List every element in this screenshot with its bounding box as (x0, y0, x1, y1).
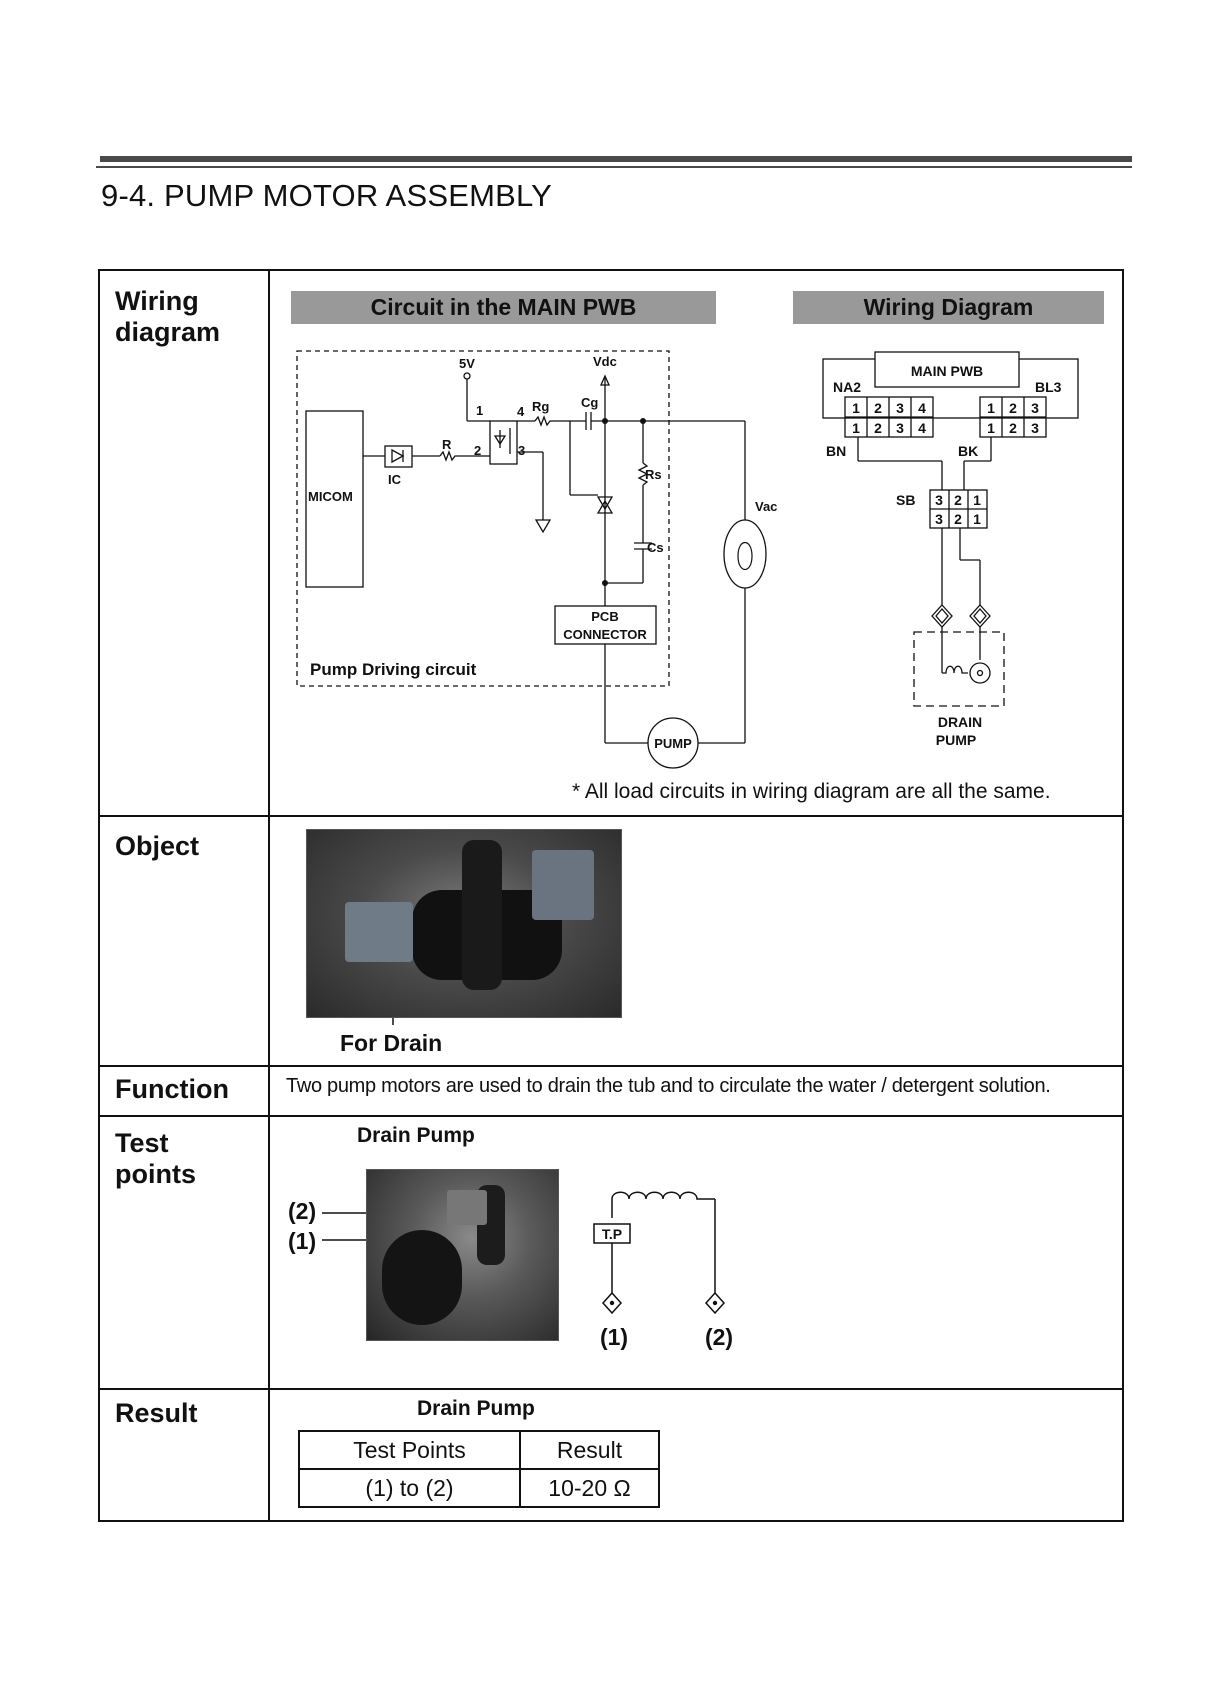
na2-pin: 4 (918, 420, 926, 436)
na2-pin: 2 (874, 400, 882, 416)
table-header-result: Result (520, 1431, 659, 1469)
label-vac: Vac (755, 499, 778, 514)
label-main-pwb: MAIN PWB (910, 363, 984, 379)
label-pin1: 1 (476, 403, 484, 418)
test-points-label: Test points (115, 1128, 196, 1189)
label-bl3: BL3 (1035, 379, 1062, 395)
table-header-test-points: Test Points (299, 1431, 520, 1469)
result-table (298, 1430, 660, 1508)
marker-2: (2) (288, 1198, 317, 1224)
label-pin3: 3 (518, 443, 526, 458)
result-subtitle: Drain Pump (417, 1397, 535, 1420)
sb-pin: 3 (935, 492, 943, 508)
na2-pin: 4 (918, 400, 926, 416)
page-title: 9-4. PUMP MOTOR ASSEMBLY (101, 178, 552, 213)
bl3-pin: 1 (987, 400, 995, 416)
object-label: Object (115, 831, 200, 861)
marker-1: (1) (288, 1228, 317, 1254)
sb-pin: 2 (954, 492, 962, 508)
label-pin4: 4 (517, 404, 525, 419)
wiring-diagram-label: Wiring diagram (115, 286, 221, 347)
label-bk: BK (958, 443, 979, 459)
label-sb: SB (896, 492, 916, 508)
sb-pin: 3 (935, 511, 943, 527)
label-bn: BN (826, 443, 847, 459)
function-text: Two pump motors are used to drain the tub and to circulate the water / detergent solution. (286, 1075, 1051, 1097)
label-tp: T.P (601, 1226, 623, 1242)
na2-pin: 3 (896, 420, 904, 436)
bl3-pin: 1 (987, 420, 995, 436)
label-pin2: 2 (474, 443, 482, 458)
bl3-pin: 2 (1009, 400, 1017, 416)
result-label: Result (115, 1398, 198, 1428)
test-points-photo (366, 1169, 559, 1341)
test-points-subtitle: Drain Pump (357, 1124, 475, 1147)
terminal-1: (1) (599, 1324, 629, 1350)
label-pump: PUMP (654, 736, 692, 751)
label-drain-pump: PUMP (935, 732, 977, 748)
wiring-note: * All load circuits in wiring diagram are all the same. (572, 780, 1051, 803)
drain-pump-photo (306, 829, 622, 1018)
label-pump-driving-circuit: Pump Driving circuit (310, 660, 477, 679)
label-na2: NA2 (833, 379, 862, 395)
label-ic: IC (388, 472, 401, 487)
terminal-2: (2) (704, 1324, 734, 1350)
label-r: R (442, 437, 452, 452)
label-micom: MICOM (308, 489, 353, 504)
vac-source-symbol (724, 520, 766, 588)
wiring-header: Wiring Diagram (793, 291, 1104, 324)
object-caption: For Drain (340, 1030, 443, 1056)
function-label: Function (115, 1074, 229, 1104)
table-cell-test-points: (1) to (2) (299, 1469, 520, 1507)
label-5v: 5V (459, 356, 475, 371)
na2-pin: 2 (874, 420, 882, 436)
label-vdc: Vdc (593, 354, 617, 369)
na2-pin: 3 (896, 400, 904, 416)
table-row (299, 1431, 659, 1469)
circuit-header: Circuit in the MAIN PWB (291, 291, 716, 324)
na2-pin: 1 (852, 400, 860, 416)
label-cg: Cg (581, 395, 599, 410)
table-row (299, 1469, 659, 1507)
label-rg: Rg (532, 399, 550, 414)
bl3-pin: 3 (1031, 400, 1039, 416)
bl3-pin: 3 (1031, 420, 1039, 436)
table-cell-result: 10-20 Ω (520, 1469, 659, 1507)
sb-pin: 1 (973, 492, 981, 508)
sb-pin: 2 (954, 511, 962, 527)
drain-pump-box (914, 632, 1004, 706)
label-drain: DRAIN (937, 714, 983, 730)
sb-pin: 1 (973, 511, 981, 527)
bl3-pin: 2 (1009, 420, 1017, 436)
label-pcb: PCB (591, 609, 619, 624)
na2-pin: 1 (852, 420, 860, 436)
label-cs: Cs (647, 540, 664, 555)
label-connector: CONNECTOR (563, 627, 647, 642)
label-rs: Rs (645, 467, 662, 482)
